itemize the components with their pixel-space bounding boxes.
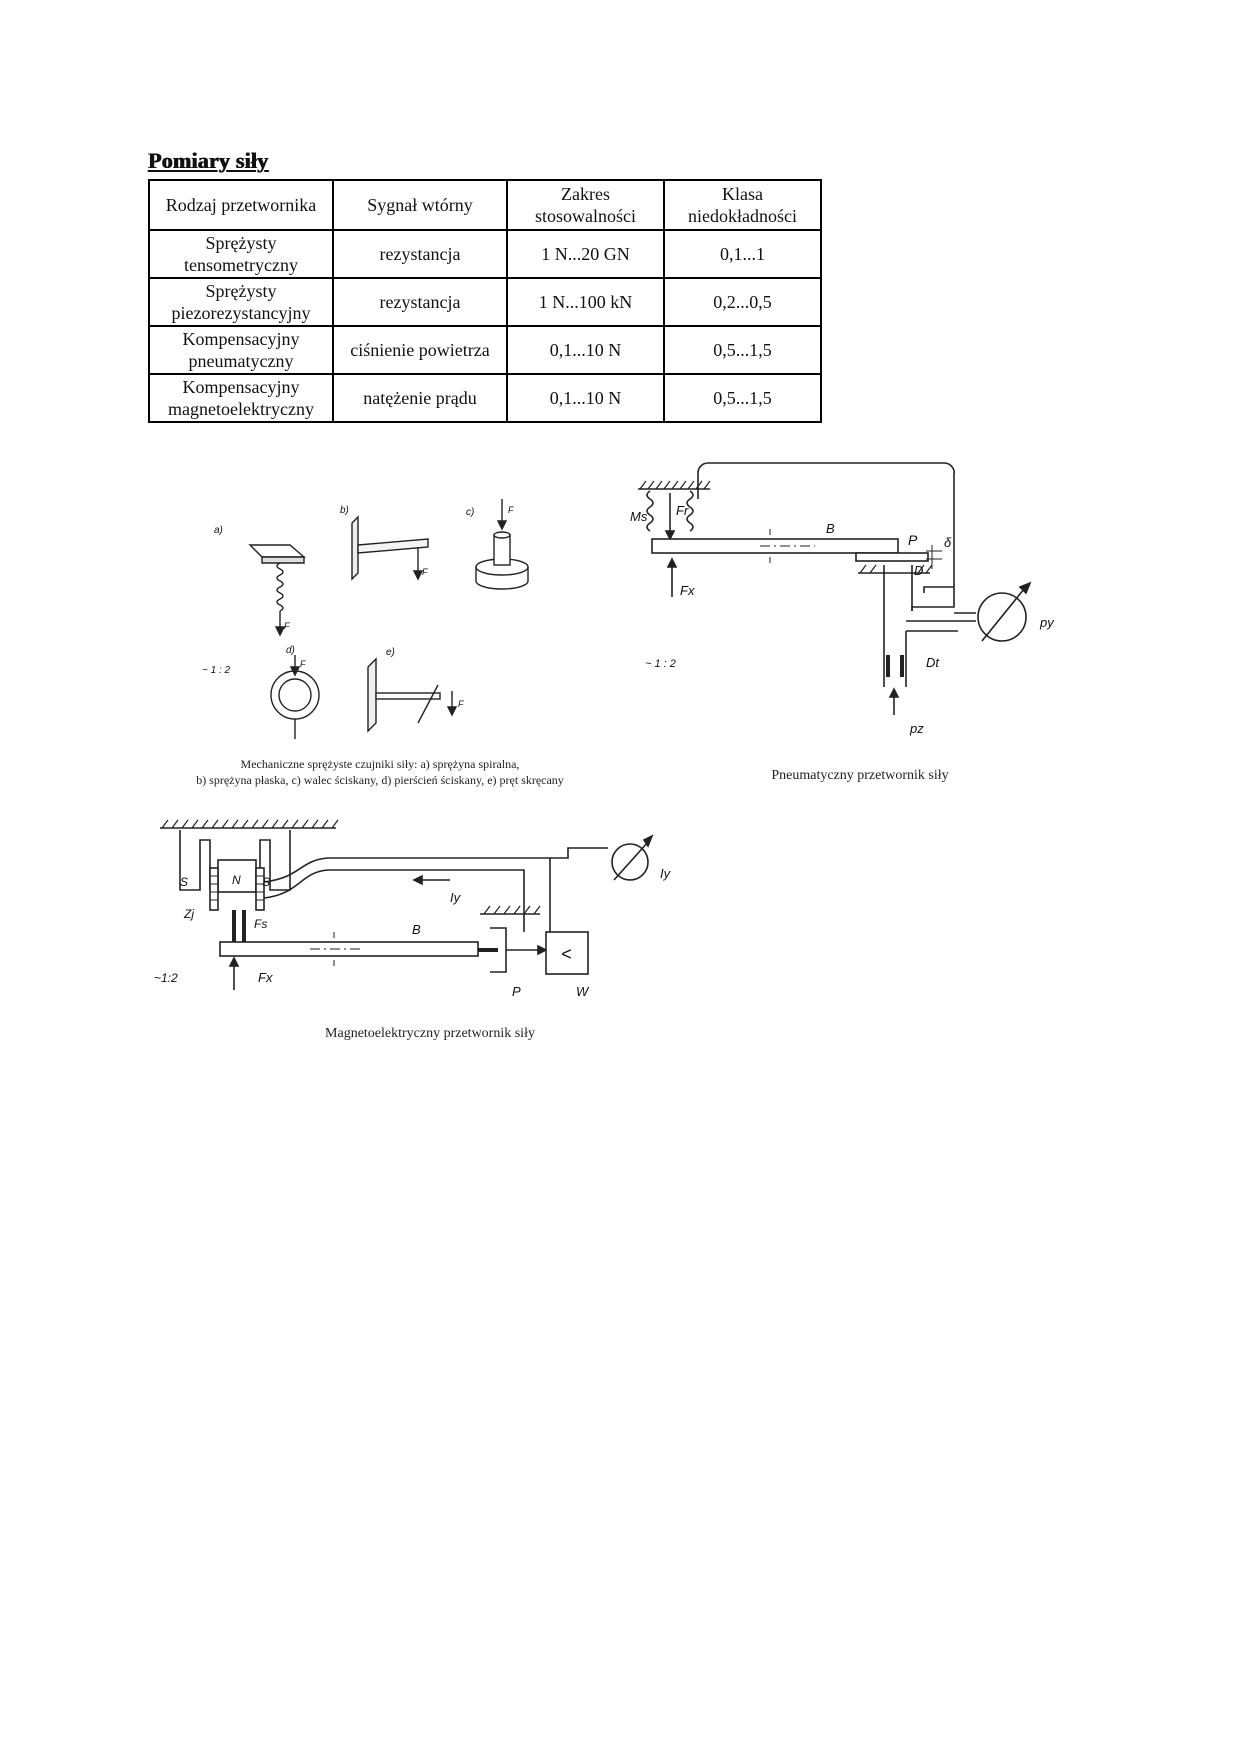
table-cell: Sprężysty piezorezystancyjny [149, 278, 333, 326]
force-label: F [458, 699, 464, 709]
label-d: d) [286, 645, 295, 656]
dt-label: Dt [926, 655, 939, 670]
pz-label: pz [910, 721, 924, 736]
table-cell: natężenie prądu [333, 374, 507, 422]
table-cell: rezystancja [333, 230, 507, 278]
table-cell: Kompensacyjny magnetoelektryczny [149, 374, 333, 422]
force-label: F [508, 505, 514, 515]
coil-label: Zj [184, 907, 194, 921]
amplifier-label: W [576, 984, 589, 999]
transducer-table [148, 179, 822, 423]
table-cell: Kompensacyjny pneumatyczny [149, 326, 333, 374]
wire-shape [264, 870, 524, 932]
table-cell: 0,2...0,5 [664, 278, 821, 326]
figure1-caption-line2: b) sprężyna płaska, c) walec ściskany, d) pierścień ściskany, e) pręt skręcany [196, 773, 564, 787]
label-a: a) [214, 525, 223, 536]
table-row [149, 326, 821, 374]
force-label: F [422, 567, 428, 577]
pole-n-label: N [232, 873, 241, 887]
amplifier-symbol: < [561, 944, 572, 964]
table-cell: 0,1...1 [664, 230, 821, 278]
pole-s-label: S [180, 875, 189, 889]
fr-label: Fr [676, 503, 689, 518]
header-cell: Sygnał wtórny [333, 180, 507, 230]
beam-shape [220, 942, 478, 956]
table-row [149, 374, 821, 422]
table-cell: rezystancja [333, 278, 507, 326]
page-title: Pomiary siły [148, 148, 269, 173]
spring-shape [647, 491, 653, 531]
table-cell: 0,1...10 N [507, 374, 664, 422]
table-row [149, 278, 821, 326]
nozzle-label: D [914, 563, 924, 578]
magnetoelectric-transducer-figure [150, 810, 710, 1010]
fs-label: Fs [254, 917, 268, 931]
table-cell: Sprężysty tensometryczny [149, 230, 333, 278]
sensor-label: P [512, 984, 521, 999]
table-cell: 1 N...100 kN [507, 278, 664, 326]
figure1-caption-line1: Mechaniczne sprężyste czujniki siły: a) sprężyna spiralna, [240, 757, 520, 771]
label-b: b) [340, 505, 349, 516]
fx-label: Fx [680, 583, 695, 598]
label-c: c) [466, 507, 475, 518]
scale-label: ~ 1 : 2 [202, 665, 231, 676]
cylinder-shape [494, 535, 510, 565]
plate-edge [262, 557, 304, 563]
force-label: F [300, 659, 306, 669]
table-cell: 0,5...1,5 [664, 374, 821, 422]
coil-shape [210, 868, 218, 910]
header-cell: Zakres stosowalności [507, 180, 664, 230]
spiral-spring-shape [277, 563, 283, 611]
pole-s-label: S [262, 875, 271, 889]
ms-label: Ms [630, 509, 648, 524]
ammeter-label: Iy [660, 866, 671, 881]
ring-inner [279, 679, 311, 711]
beam-label: B [826, 521, 835, 536]
figure2-caption: Pneumatyczny przetwornik siły [771, 768, 949, 783]
py-label: py [1040, 615, 1054, 630]
elastic-sensors-figure [200, 495, 560, 740]
figure3-caption: Magnetoelektryczny przetwornik siły [325, 1026, 535, 1041]
gap-label: δ [944, 535, 952, 550]
table-cell: 0,1...10 N [507, 326, 664, 374]
scale-label: ~1:2 [154, 971, 178, 985]
table-row [149, 230, 821, 278]
table-cell: 0,5...1,5 [664, 326, 821, 374]
wire-shape [264, 848, 608, 882]
ring-outer [271, 671, 319, 719]
label-e: e) [386, 647, 395, 658]
scale-label: ~ 1 : 2 [645, 658, 676, 670]
current-label: Iy [450, 890, 461, 905]
rod-mount-shape [368, 659, 376, 731]
header-cell: Klasa niedokładności [664, 180, 821, 230]
figure1-caption [150, 756, 610, 788]
force-label: F [284, 621, 290, 631]
header-cell: Rodzaj przetwornika [149, 180, 333, 230]
plate-shape [250, 545, 304, 557]
table-cell: ciśnienie powietrza [333, 326, 507, 374]
fx-label: Fx [258, 970, 273, 985]
table-cell: 1 N...20 GN [507, 230, 664, 278]
table-header-row [149, 180, 821, 230]
flapper-label: P [908, 532, 918, 548]
bracket-shape [352, 517, 358, 579]
pneumatic-transducer-figure [630, 445, 1090, 745]
beam-label: B [412, 922, 421, 937]
